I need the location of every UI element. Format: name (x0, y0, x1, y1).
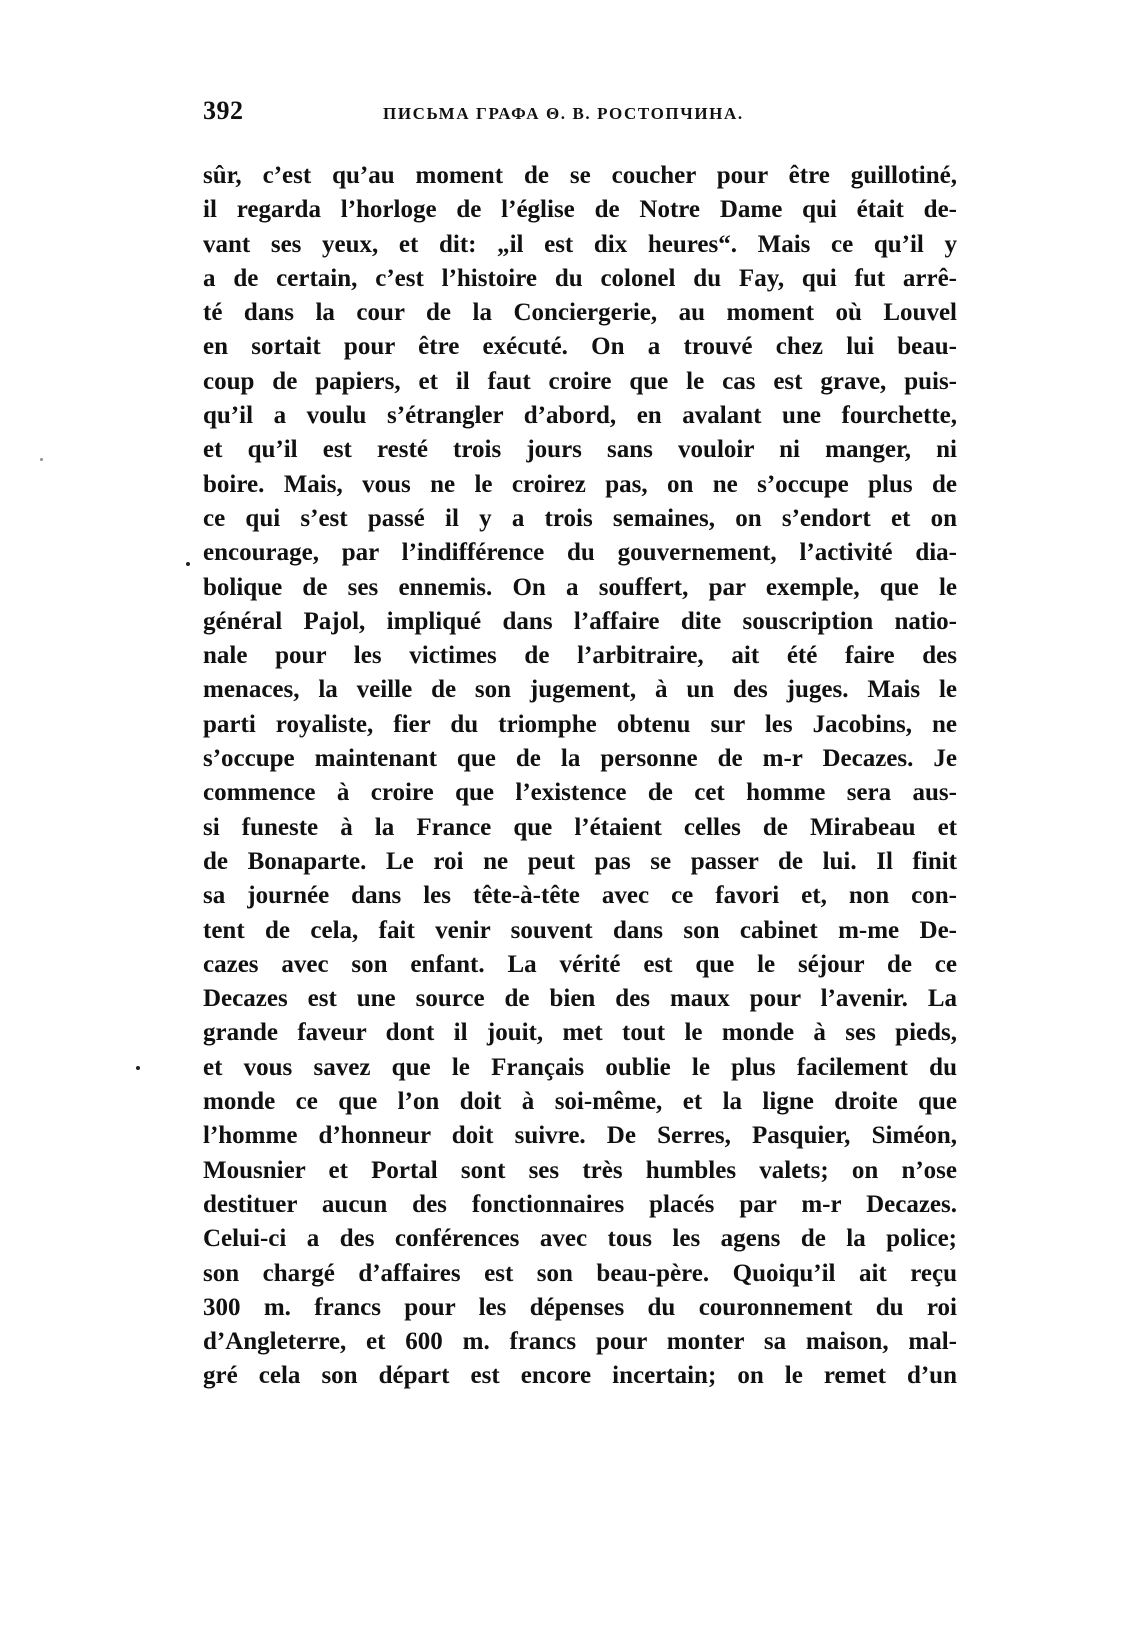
text-line: d’Angleterre, et 600 m. francs pour monter sa maison, mal- (203, 1328, 957, 1356)
text-line: bolique de ses ennemis. On a souffert, par exemple, que le (203, 573, 957, 601)
text-line: son chargé d’affaires est son beau-père. Quoiqu’il ait reçu (203, 1259, 957, 1287)
text-line: en sortait pour être exécuté. On a trouvé chez lui beau- (203, 333, 957, 361)
running-head (203, 96, 957, 136)
text-line: encourage, par l’indifférence du gouvernement, l’activité dia- (203, 539, 957, 567)
text-line: et qu’il est resté trois jours sans vouloir ni manger, ni (203, 436, 957, 464)
text-line: sûr, c’est qu’au moment de se coucher pour être guillotiné, (203, 162, 957, 189)
text-line: général Pajol, impliqué dans l’affaire dite souscription natio- (203, 607, 957, 635)
text-line: Mousnier et Portal sont ses très humbles valets; on n’ose (203, 1156, 957, 1184)
text-line: a de certain, c’est l’histoire du colonel du Fay, qui fut arrê- (203, 264, 957, 292)
print-speck (40, 458, 43, 461)
text-line: si funeste à la France que l’étaient celles de Mirabeau et (203, 813, 957, 841)
page-number: 392 (203, 96, 244, 125)
text-line: commence à croire que l’existence de cet homme sera aus- (203, 779, 957, 807)
text-line: et vous savez que le Français oublie le plus facilement du (203, 1053, 957, 1081)
text-line: monde ce que l’on doit à soi-même, et la ligne droite que (203, 1088, 957, 1116)
text-line: menaces, la veille de son jugement, à un des juges. Mais le (203, 676, 957, 704)
text-line: 300 m. francs pour les dépenses du couronnement du roi (203, 1293, 957, 1321)
print-speck (186, 562, 190, 566)
text-line: destituer aucun des fonctionnaires placés par m-r Decazes. (203, 1190, 957, 1218)
text-line: té dans la cour de la Conciergerie, au moment où Louvel (203, 299, 957, 327)
text-line: grande faveur dont il jouit, met tout le monde à ses pieds, (203, 1019, 957, 1047)
text-line: de Bonaparte. Le roi ne peut pas se passer de lui. Il finit (203, 847, 957, 875)
text-line: nale pour les victimes de l’arbitraire, ait été faire des (203, 642, 957, 670)
text-line: qu’il a voulu s’étrangler d’abord, en avalant une fourchette, (203, 402, 957, 430)
text-line: cazes avec son enfant. La vérité est que le séjour de ce (203, 950, 957, 978)
running-title: ПИСЬМА ГРАФА Θ. В. РОСТОПЧИНА. (383, 104, 744, 123)
text-line: il regarda l’horloge de l’église de Notre Dame qui était de- (203, 196, 957, 224)
text-line: vant ses yeux, et dit: „il est dix heures“. Mais ce qu’il y (203, 230, 957, 258)
text-line: gré cela son départ est encore incertain; on le remet d’un (203, 1362, 957, 1390)
text-line: tent de cela, fait venir souvent dans son cabinet m-me De- (203, 916, 957, 944)
text-line: Celui-ci a des conférences avec tous les agens de la police; (203, 1225, 957, 1253)
text-line: parti royaliste, fier du triomphe obtenu sur les Jacobins, ne (203, 710, 957, 738)
text-line: Decazes est une source de bien des maux pour l’avenir. La (203, 985, 957, 1013)
text-line: boire. Mais, vous ne le croirez pas, on ne s’occupe plus de (203, 470, 957, 498)
body-text (203, 159, 957, 1394)
text-line: coup de papiers, et il faut croire que le cas est grave, puis- (203, 367, 957, 395)
text-line: sa journée dans les tête-à-tête avec ce favori et, non con- (203, 882, 957, 910)
text-line: ce qui s’est passé il y a trois semaines, on s’endort et on (203, 504, 957, 532)
text-line: l’homme d’honneur doit suivre. De Serres, Pasquier, Siméon, (203, 1122, 957, 1150)
print-speck (136, 1066, 140, 1070)
text-line: s’occupe maintenant que de la personne de m-r Decazes. Je (203, 745, 957, 773)
